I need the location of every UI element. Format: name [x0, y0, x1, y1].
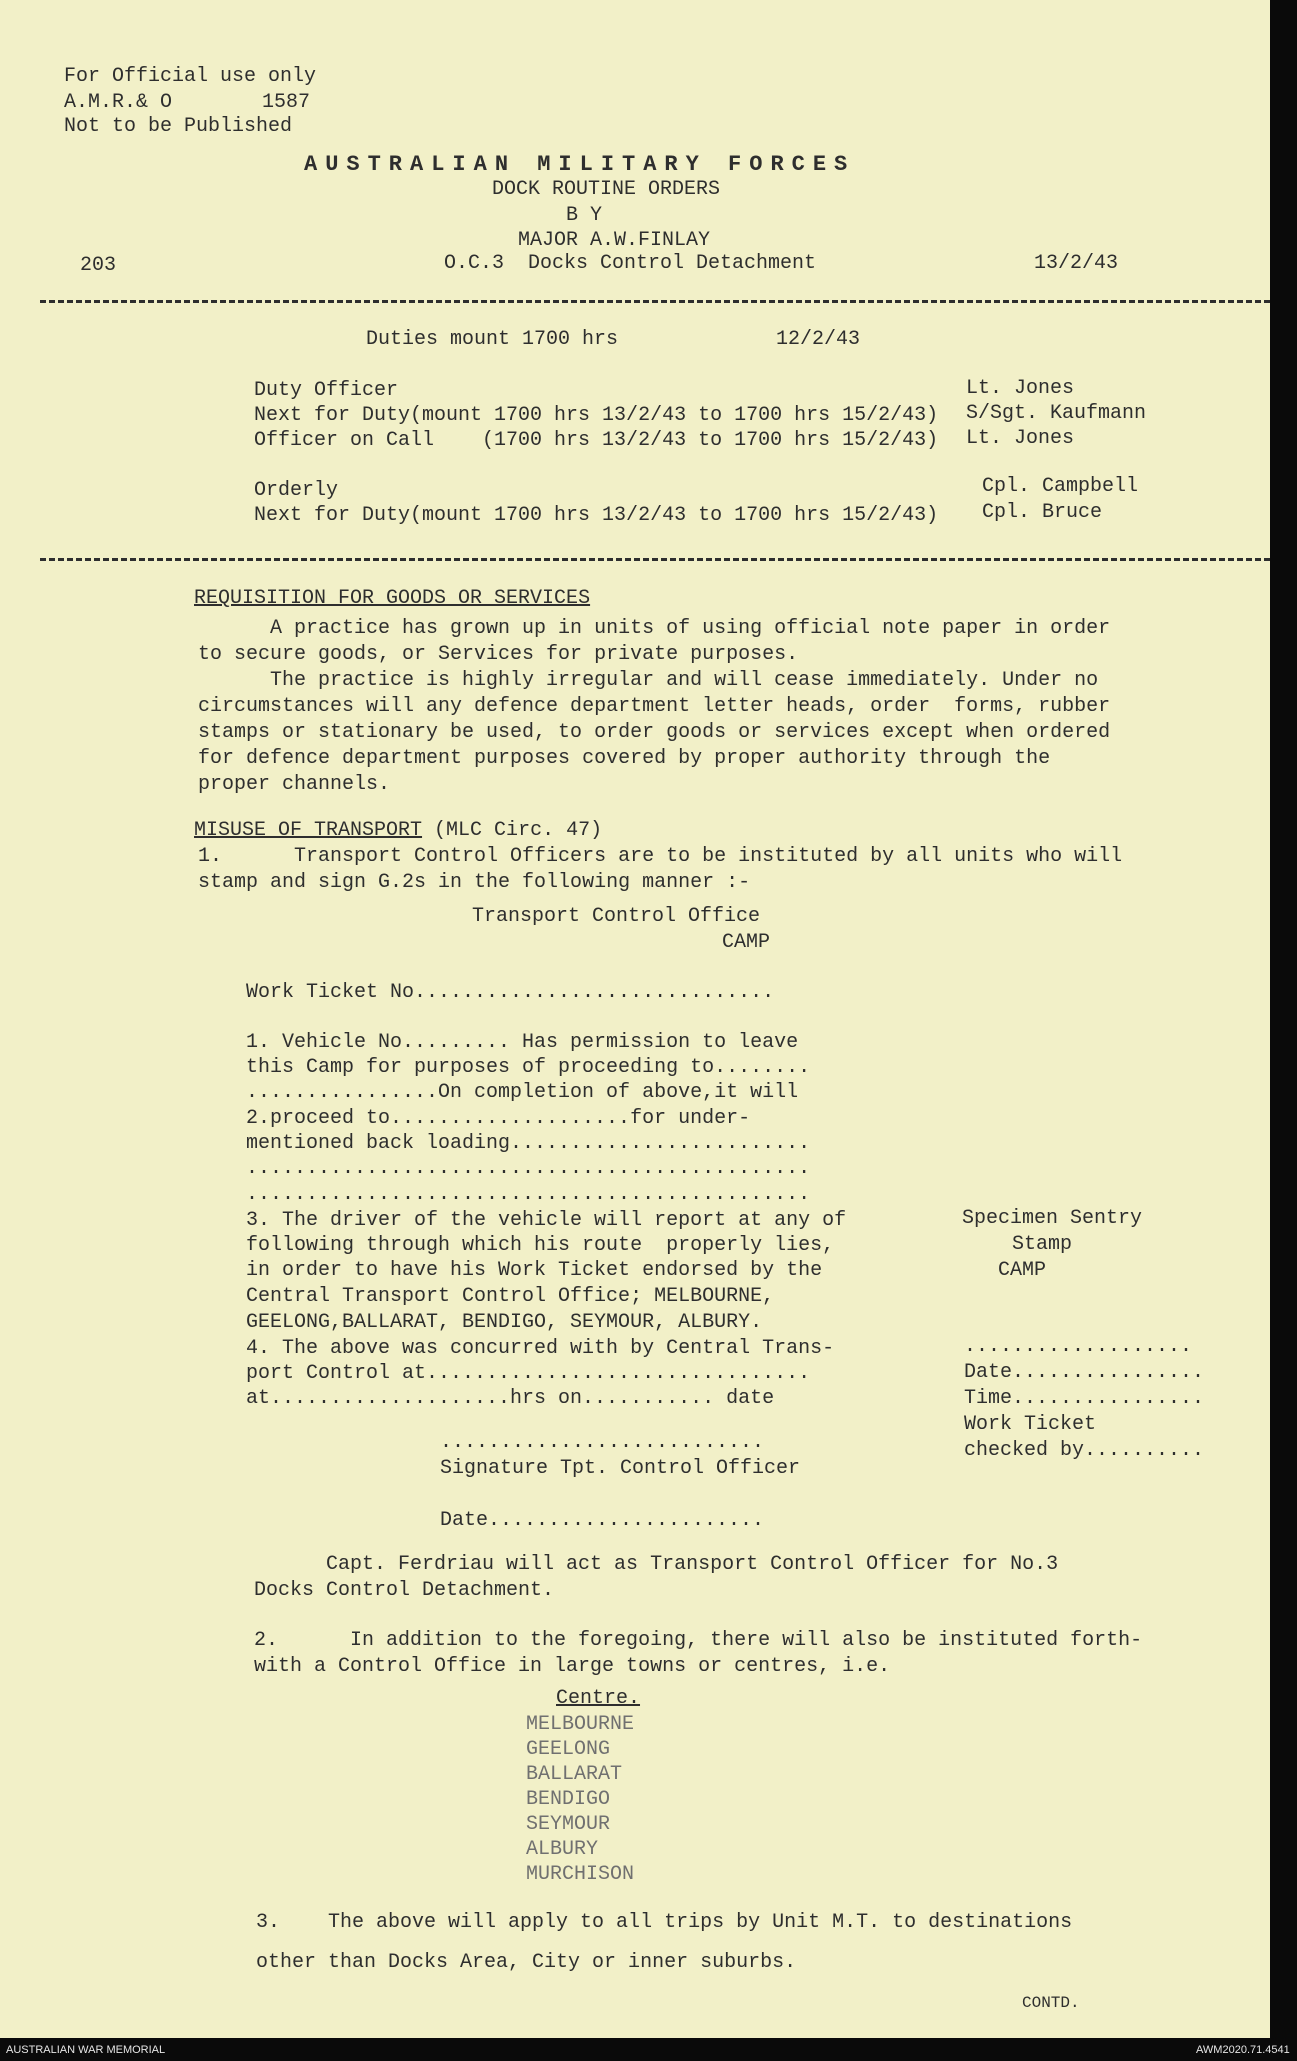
- control-office-label: Transport Control Office: [472, 905, 761, 928]
- check-line: checked by..........: [964, 1439, 1205, 1462]
- duties-heading: Duties mount 1700 hrs: [366, 328, 619, 351]
- form-line: following through which his route properly lies,: [246, 1234, 835, 1257]
- footer-accession: AWM2020.71.4541: [1196, 2044, 1290, 2056]
- transport-heading: [194, 818, 602, 844]
- body-line: stamp and sign G.2s in the following manner :-: [198, 871, 751, 894]
- duty-label: Duty Officer: [254, 379, 399, 402]
- by-line: B Y: [566, 204, 603, 227]
- body-line: for defence department purposes covered by proper authority through the: [198, 747, 1051, 770]
- centre-item: MURCHISON: [526, 1863, 635, 1886]
- oc-line: O.C.3 Docks Control Detachment: [444, 252, 817, 275]
- form-line: in order to have his Work Ticket endorsed by the: [246, 1259, 823, 1282]
- duty-name: S/Sgt. Kaufmann: [966, 402, 1147, 425]
- duty-name: Lt. Jones: [966, 377, 1075, 400]
- signature-dots: ...........................: [440, 1431, 765, 1454]
- centre-item: GEELONG: [526, 1738, 611, 1761]
- form-line: 1. Vehicle No......... Has permission to leave: [246, 1031, 799, 1054]
- centre-title: Centre.: [556, 1687, 641, 1710]
- transport-reference: (MLC Circ. 47): [422, 819, 603, 842]
- body-line: The practice is highly irregular and will cease immediately. Under no: [198, 669, 1099, 692]
- form-line: at....................hrs on........... date: [246, 1387, 775, 1410]
- body-line: A practice has grown up in units of using official note paper in order: [198, 617, 1111, 640]
- check-line: Time................: [964, 1387, 1205, 1410]
- body-line: proper channels.: [198, 773, 391, 796]
- form-line: ...............................................: [246, 1157, 811, 1180]
- check-line: Date................: [964, 1361, 1205, 1384]
- duty-name: Cpl. Campbell: [982, 475, 1139, 498]
- centre-item: BALLARAT: [526, 1763, 623, 1786]
- stamp-line: CAMP: [998, 1259, 1047, 1282]
- centre-item: ALBURY: [526, 1838, 599, 1861]
- check-line: ...................: [964, 1335, 1193, 1358]
- form-line: Central Transport Control Office; MELBOURNE,: [246, 1285, 775, 1308]
- duty-label: Next for Duty(mount 1700 hrs 13/2/43 to 1700 hrs 15/2/43): [254, 404, 939, 427]
- body-line: 1. Transport Control Officers are to be instituted by all units who will: [198, 845, 1123, 868]
- major-line: MAJOR A.W.FINLAY: [518, 229, 711, 252]
- form-line: ................On completion of above,it will: [246, 1081, 799, 1104]
- form-line: mentioned back loading.........................: [246, 1132, 811, 1155]
- forces-heading: AUSTRALIAN MILITARY FORCES: [304, 152, 856, 177]
- form-line: 4. The above was concurred with by Central Trans-: [246, 1337, 835, 1360]
- body-line: Docks Control Detachment.: [254, 1579, 555, 1602]
- body-line: with a Control Office in large towns or centres, i.e.: [254, 1655, 891, 1678]
- centre-item: MELBOURNE: [526, 1713, 635, 1736]
- signature-date: Date.......................: [440, 1509, 765, 1532]
- form-line: port Control at................................: [246, 1362, 811, 1385]
- continued-mark: CONTD.: [1022, 1994, 1080, 2012]
- duty-name: Cpl. Bruce: [982, 501, 1103, 524]
- form-line: ...............................................: [246, 1183, 811, 1206]
- duty-label: Orderly: [254, 479, 339, 502]
- stamp-line: Stamp: [1012, 1233, 1073, 1256]
- divider-top: [40, 300, 1270, 303]
- stamp-line: Specimen Sentry: [962, 1207, 1143, 1230]
- body-line: 2. In addition to the foregoing, there will also be instituted forth-: [254, 1629, 1143, 1652]
- not-published-line: Not to be Published: [64, 115, 293, 138]
- form-line: GEELONG,BALLARAT, BENDIGO, SEYMOUR, ALBURY.: [246, 1311, 763, 1334]
- work-ticket-line: Work Ticket No..............................: [246, 981, 775, 1004]
- requisition-title: REQUISITION FOR GOODS OR SERVICES: [194, 587, 591, 610]
- footer-credit: AUSTRALIAN WAR MEMORIAL: [6, 2044, 166, 2056]
- form-line: 3. The driver of the vehicle will report at any of: [246, 1209, 847, 1232]
- duties-date: 12/2/43: [776, 328, 861, 351]
- body-line: 3. The above will apply to all trips by Unit M.T. to destinations: [256, 1911, 1073, 1934]
- body-line: circumstances will any defence department letter heads, order forms, rubber: [198, 695, 1111, 718]
- form-line: 2.proceed to....................for under-: [246, 1107, 751, 1130]
- duty-name: Lt. Jones: [966, 427, 1075, 450]
- check-line: Work Ticket: [964, 1413, 1097, 1436]
- amr-number: 1587: [262, 91, 311, 114]
- centre-item: BENDIGO: [526, 1788, 611, 1811]
- order-date: 13/2/43: [1034, 252, 1119, 275]
- divider-middle: [40, 558, 1270, 561]
- order-number: 203: [80, 254, 117, 277]
- camp-label: CAMP: [722, 931, 771, 954]
- body-line: Capt. Ferdriau will act as Transport Control Officer for No.3: [254, 1553, 1059, 1576]
- signature-label: Signature Tpt. Control Officer: [440, 1457, 801, 1480]
- form-line: this Camp for purposes of proceeding to........: [246, 1056, 811, 1079]
- amr-line: A.M.R.& O: [64, 91, 173, 114]
- body-line: to secure goods, or Services for private purposes.: [198, 643, 799, 666]
- official-use-line: For Official use only: [64, 65, 317, 88]
- body-line: stamps or stationary be used, to order goods or services except when ordered: [198, 721, 1111, 744]
- orders-heading: DOCK ROUTINE ORDERS: [492, 178, 721, 201]
- duty-label: Officer on Call (1700 hrs 13/2/43 to 1700 hrs 15/2/43): [254, 429, 939, 452]
- centre-item: SEYMOUR: [526, 1813, 611, 1836]
- body-line: other than Docks Area, City or inner suburbs.: [256, 1951, 797, 1974]
- transport-title: MISUSE OF TRANSPORT: [194, 819, 423, 842]
- duty-label: Next for Duty(mount 1700 hrs 13/2/43 to 1700 hrs 15/2/43): [254, 504, 939, 527]
